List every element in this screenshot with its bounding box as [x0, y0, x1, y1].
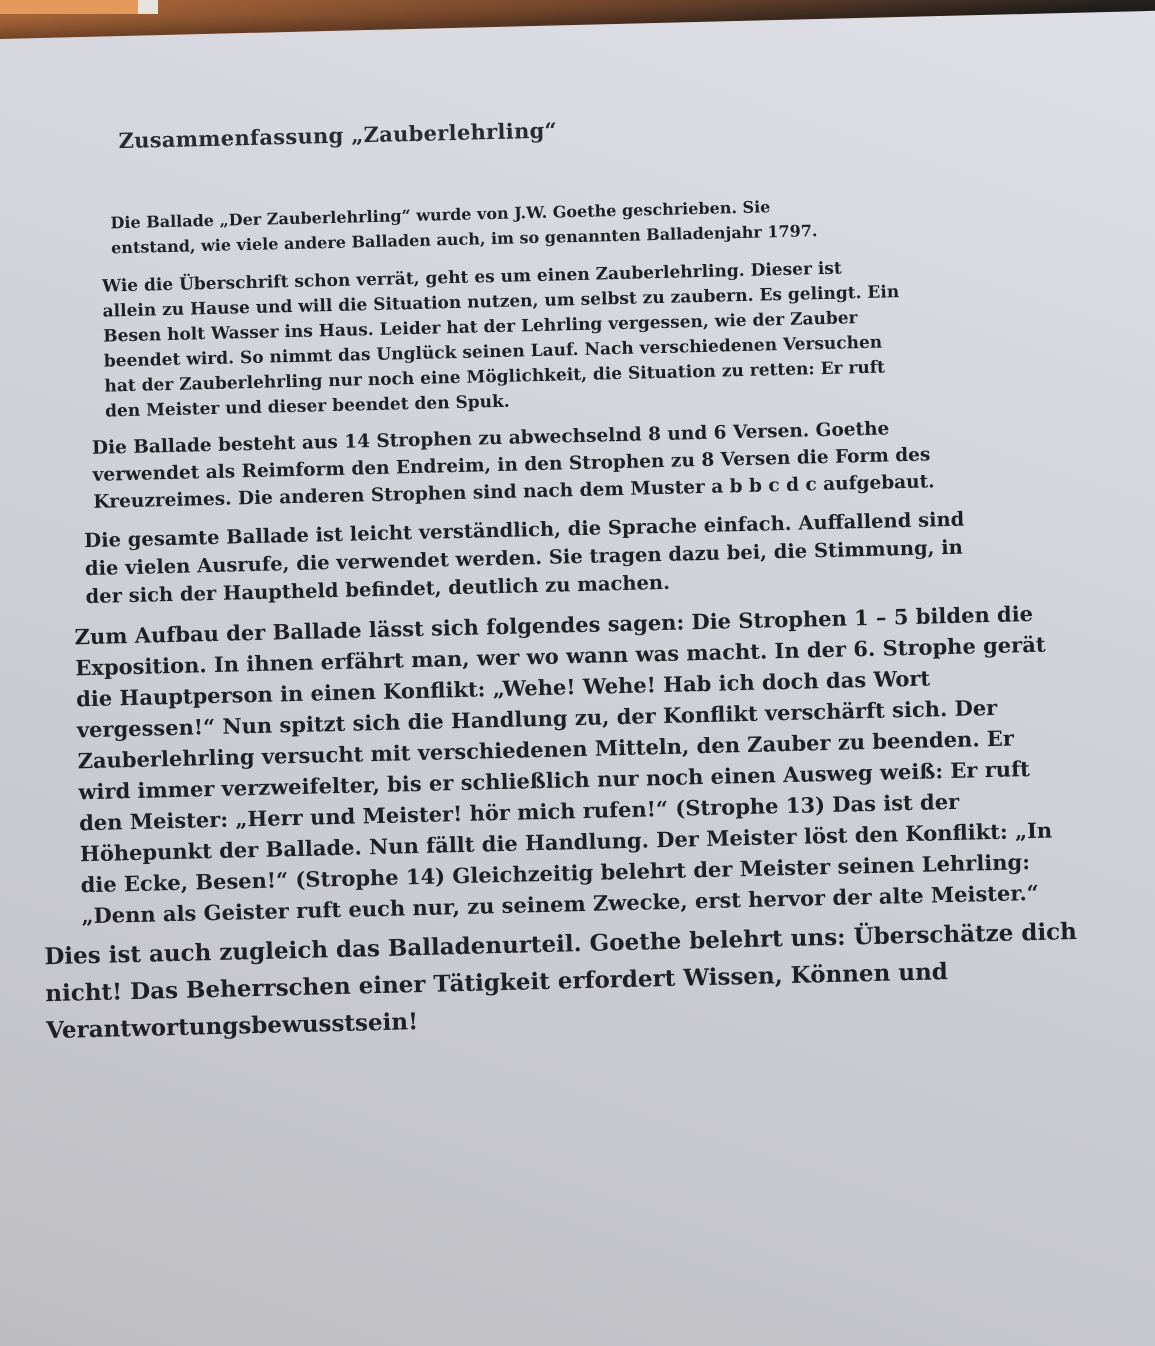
paragraph-moral: Dies ist auch zugleich das Balladenurteil. Goethe belehrt uns: Überschätze dich nicht! Das Beherrschen einer Tätigkeit erfordert Wissen, Können und Verantwortungsbewusstsein! — [44, 917, 1078, 1045]
paper-sheet — [0, 10, 1155, 1346]
paragraph-language: Die gesamte Ballade ist leicht verständlich, die Sprache einfach. Auffallend sind die vielen Ausrufe, die verwendet werden. Sie tragen dazu bei, die Stimmung, in der sich der Hauptheld befindet, deutlich zu machen. — [83, 507, 965, 609]
paragraph-form: Die Ballade besteht aus 14 Strophen zu abwechselnd 8 und 6 Versen. Goethe verwendet als Reimform den Endreim, in den Strophen zu 8 Versen die Form des Kreuzreimes. Die anderen Strophen sind nach dem Muster a b b c d c aufgebaut. — [91, 418, 935, 513]
paragraph-plot-summary: Wie die Überschrift schon verrät, geht es um einen Zauberlehrling. Dieser ist allein zu Hause und will die Situation nutzen, um selbst zu zaubern. Es gelingt. Ein Besen holt Wasser ins Haus. Leider hat der Lehrling vergessen, wie der Zauber beendet wird. So nimmt das Unglück seinen Lauf. Nach verschiedenen Versuchen hat der Zauberlehrling nur noch eine Möglichkeit, die Situation zu retten: Er ruft den Meister und dieser beendet den Spuk. — [101, 258, 900, 422]
paragraph-structure: Zum Aufbau der Ballade lässt sich folgendes sagen: Die Strophen 1 – 5 bilden die Exposition. In ihnen erfährt man, wer wo wann was macht. In der 6. Strophe gerät die Hauptperson in einen Konflikt: „Wehe! Wehe! Hab ich doch das Wort vergessen!“ Nun spitzt sich die Handlung zu, der Konflikt verschärft sich. Der Zauberlehrling versucht mit verschiedenen Mitteln, den Zauber zu beenden. Er wird immer verzweifelter, bis er schließlich nur noch einen Ausweg weiß: Er ruft den Meister: „Herr und Meister! hör mich rufen!“ (Strophe 13) Das ist der Höhepunkt der Ballade. Nun fällt die Handlung. Der Meister löst den Konflikt: „In die Ecke, Besen!“ (Strophe 14) Gleichzeitig belehrt der Meister seinen Lehrling: „Denn als Geister ruft euch nur, zu seinem Zwecke, erst hervor der alte Meister.“ — [74, 600, 1053, 929]
white-object-edge — [138, 0, 158, 14]
paragraph-introduction: Die Ballade „Der Zauberlehrling“ wurde von J.W. Goethe geschrieben. Sie entstand, wie viele andere Balladen auch, im so genannten Balladenjahr 1797. — [110, 197, 818, 258]
document-title: Zusammenfassung „Zauberlehrling“ — [118, 117, 558, 154]
orange-object-edge — [0, 0, 140, 14]
